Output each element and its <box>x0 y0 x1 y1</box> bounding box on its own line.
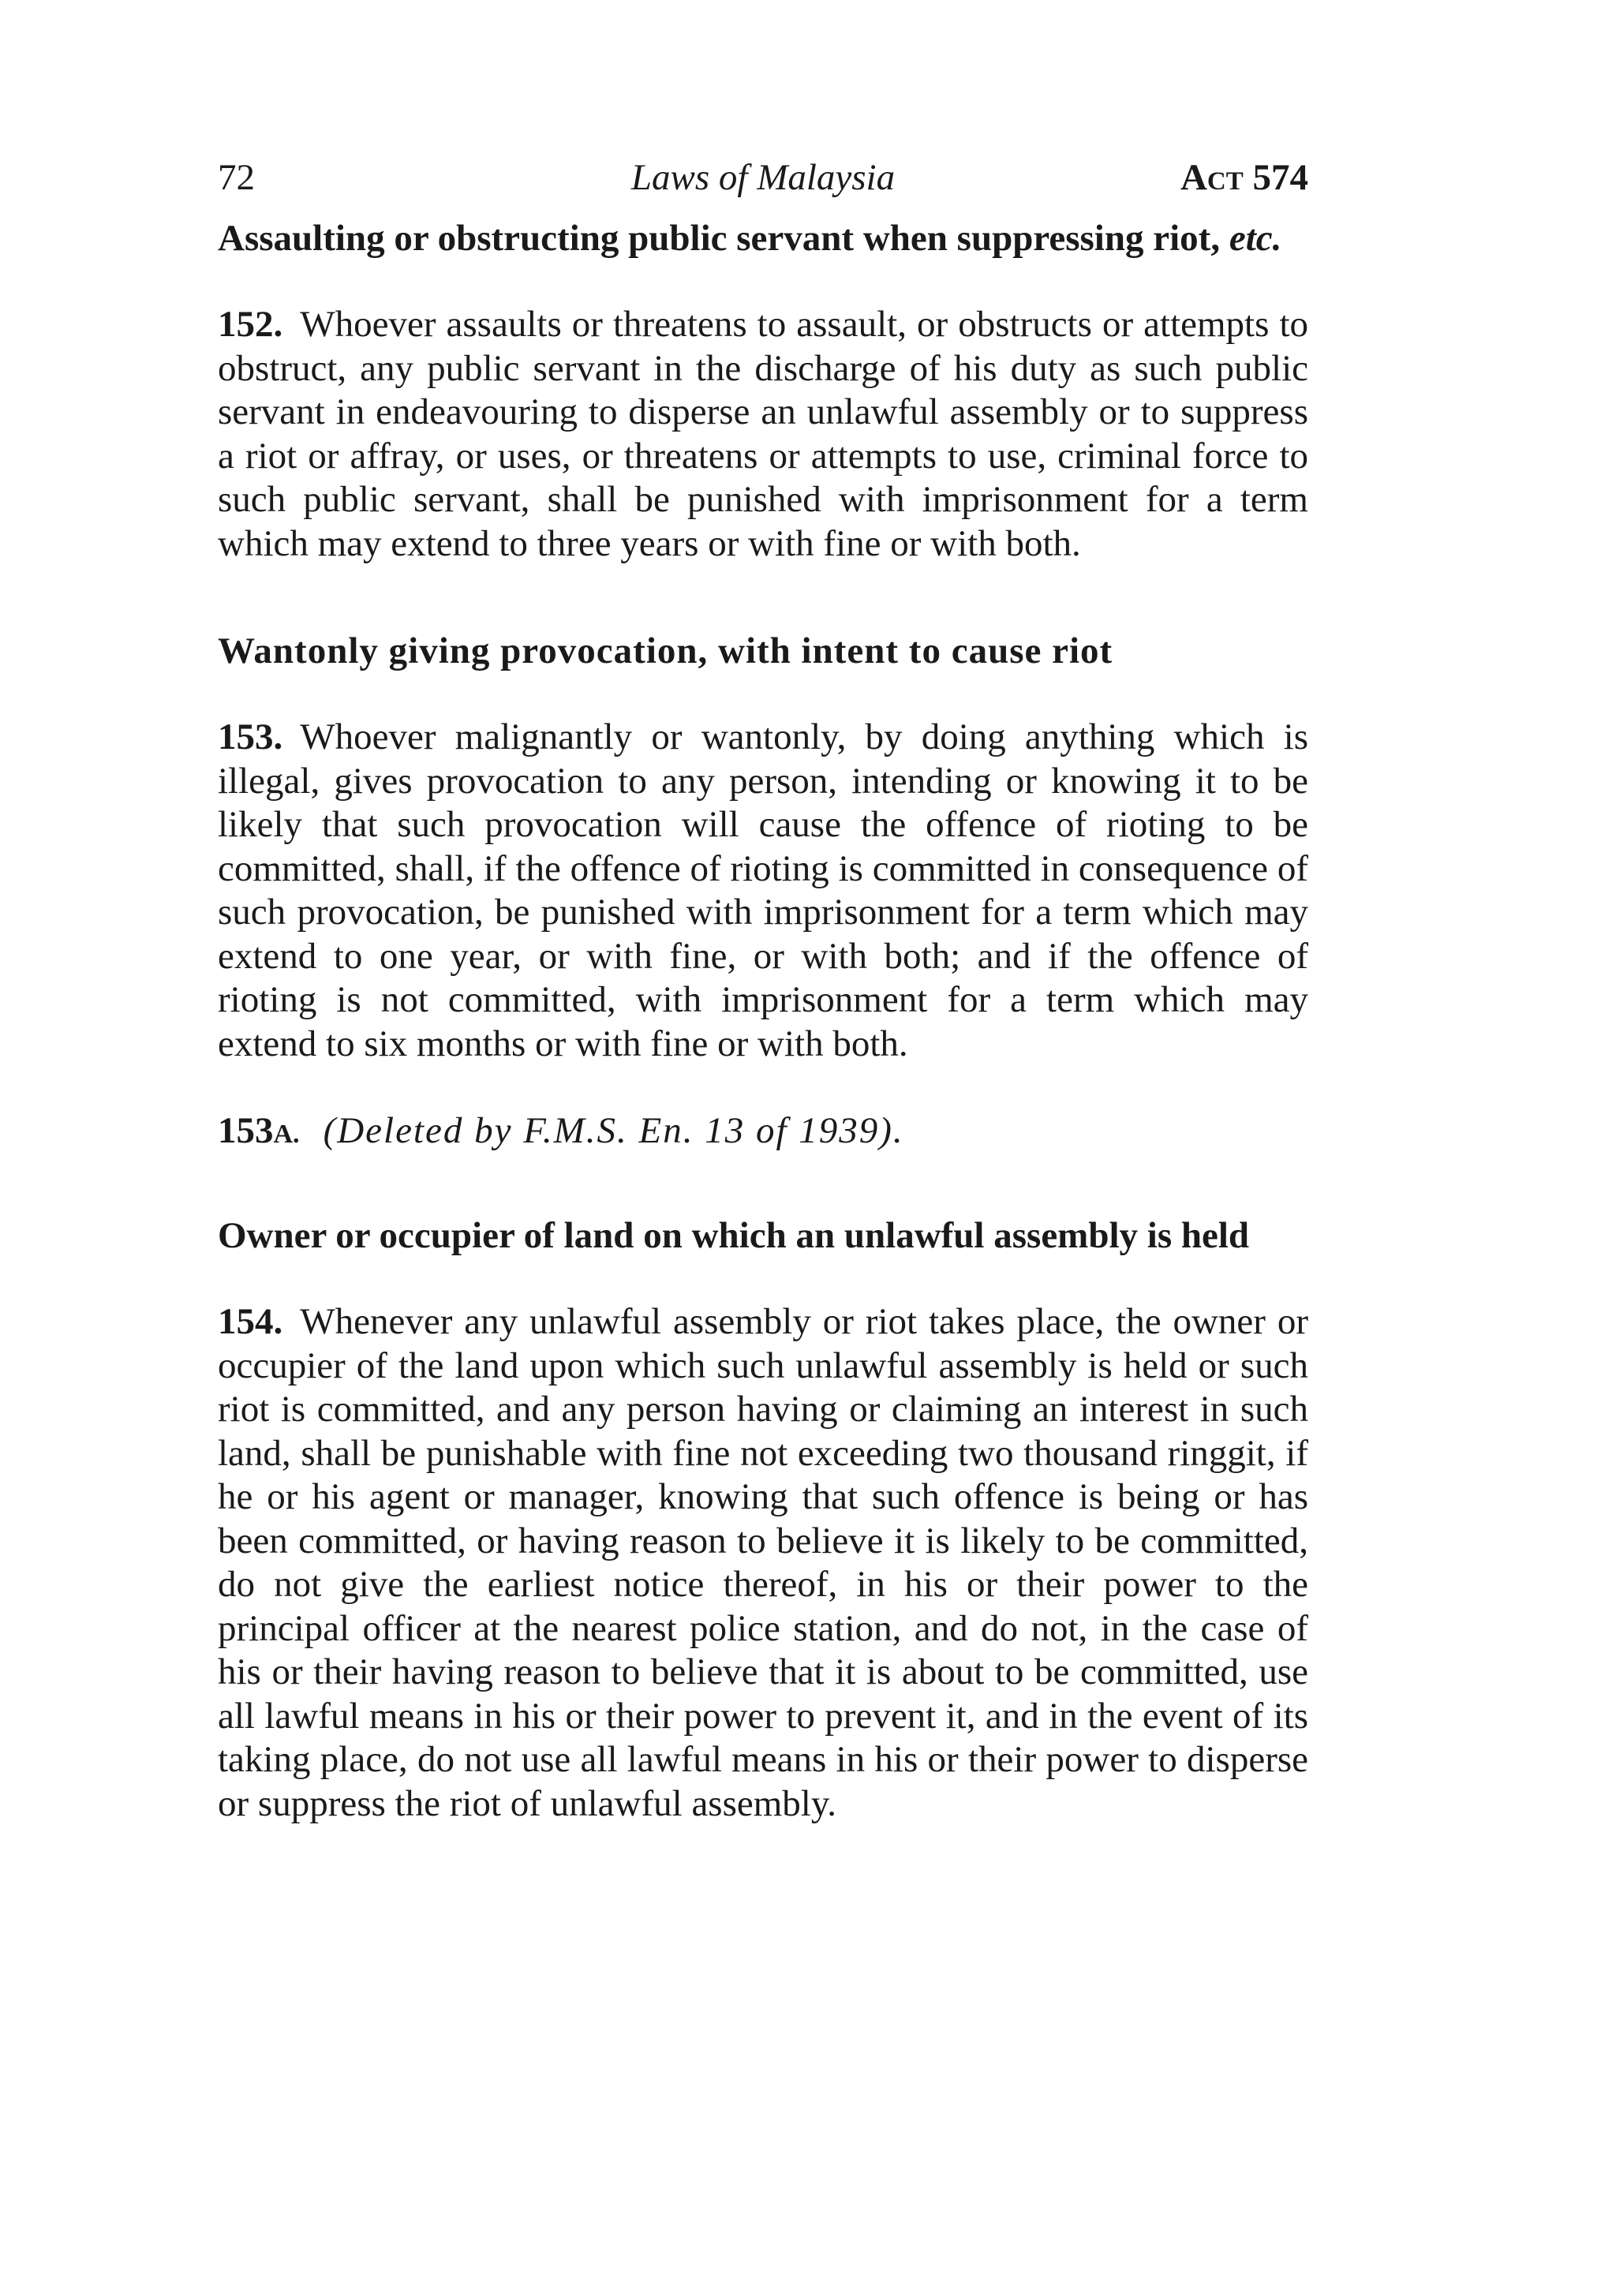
act-word: Act <box>1180 157 1244 198</box>
deleted-section <box>218 1109 1308 1157</box>
section-heading-etc: etc. <box>1229 218 1282 259</box>
section-number-suffix: A. <box>273 1120 300 1149</box>
section-text: Whoever malignantly or wantonly, by doing anything which is illegal, gives provocation to any person, intending or knowing it to be likely that such provocation will cause the offence of rioting to be committed, shall, if the offence of rioting is committed in consequence of such provocation, be punished with imprisonment for a term which may extend to one year, or with fine, or with both; and if the offence of rioting is not committed, with imprisonment for a term which may extend to six months or with fine or with both. <box>218 716 1308 1064</box>
page-number: 72 <box>218 157 255 198</box>
section-text: Whenever any unlawful assembly or riot takes place, the owner or occupier of the land upon which such unlawful assembly is held or such riot is committed, and any person having or claiming an interest in such land, shall be punishable with fine not exceeding two thousand ringgit, if he or his agent or manager, knowing that such offence is being or has been committed, or having reason to believe it is likely to be committed, do not give the earliest notice thereof, in his or their power to the principal officer at the nearest police station, and do not, in the case of his or their having reason to believe that it is about to be committed, use all lawful means in his or their power to prevent it, and in the event of its taking place, do not use all lawful means in his or their power to disperse or suppress the riot of unlawful assembly. <box>218 1301 1308 1824</box>
act-number: 574 <box>1252 157 1308 198</box>
running-header <box>218 156 1308 211</box>
publication-title: Laws of Malaysia <box>630 157 896 198</box>
section-heading <box>218 216 1308 260</box>
deletion-note: (Deleted by F.M.S. En. 13 of 1939). <box>323 1110 904 1151</box>
section-number <box>218 1110 300 1151</box>
section-heading-text: Assaulting or obstructing public servant when suppressing riot, <box>218 218 1221 259</box>
section-number: 152. <box>218 304 283 345</box>
act-reference <box>1180 156 1308 199</box>
section-heading: Owner or occupier of land on which an unlawful assembly is held <box>218 1215 1250 1256</box>
document-page <box>218 156 1308 1826</box>
section-body <box>218 1300 1308 1826</box>
section-body <box>218 303 1308 566</box>
section-heading: Wantonly giving provocation, with intent to cause riot <box>218 630 1113 671</box>
section-body <box>218 716 1308 1066</box>
section-number: 153. <box>218 716 283 757</box>
section-text: Whoever assaults or threatens to assault, or obstructs or attempts to obstruct, any public servant in the discharge of his duty as such public servant in endeavouring to disperse an unlawful assembly or to suppress a riot or affray, or uses, or threatens or attempts to use, criminal force to such public servant, shall be punished with imprisonment for a term which may extend to three years or with fine or with both. <box>218 304 1308 564</box>
section-number-main: 153 <box>218 1110 274 1151</box>
section-number: 154. <box>218 1301 283 1342</box>
